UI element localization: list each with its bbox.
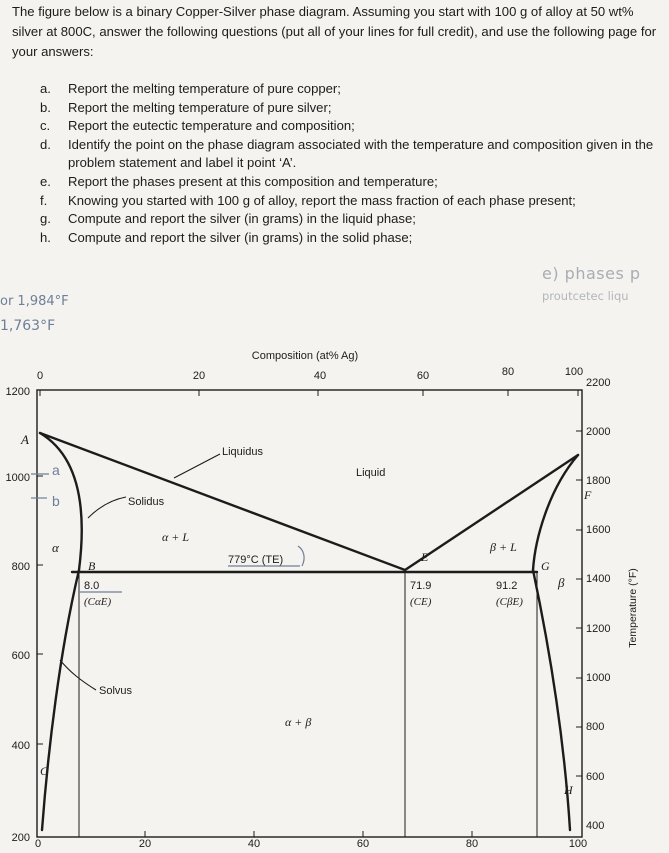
solidus-leader bbox=[88, 497, 126, 518]
handwritten-label-b: b bbox=[52, 493, 60, 509]
point-label-c: C bbox=[40, 764, 49, 778]
beta-solidus-line bbox=[533, 455, 578, 570]
question-label: d. bbox=[40, 136, 51, 152]
alpha-liquid-region-label: α + L bbox=[162, 530, 190, 544]
right-tick-label: 1200 bbox=[586, 623, 611, 635]
liquidus-label: Liquidus bbox=[222, 446, 263, 458]
question-text: Report the eutectic temperature and composition; bbox=[68, 118, 355, 134]
question-label: e. bbox=[40, 173, 51, 189]
bottom-tick-label: 60 bbox=[356, 838, 370, 850]
right-tick-label: 1800 bbox=[586, 475, 611, 487]
phase-diagram bbox=[0, 250, 669, 853]
top-tick-label: 80 bbox=[501, 366, 515, 378]
top-axis-title: Composition (at% Ag) bbox=[251, 350, 359, 362]
question-label: a. bbox=[40, 81, 51, 96]
top-tick-label: 60 bbox=[416, 370, 430, 382]
alpha-solvus-line bbox=[42, 570, 79, 830]
c-beta-e-label: (CβE) bbox=[496, 596, 523, 608]
beta-region-label: β bbox=[558, 575, 565, 590]
top-tick-label: 0 bbox=[36, 370, 44, 382]
question-text: Report the phases present at this composition and temperature; bbox=[68, 173, 438, 189]
handwritten-note-1984f: or 1,984°F bbox=[0, 294, 69, 309]
right-axis-ticks bbox=[576, 377, 610, 832]
question-label: h. bbox=[40, 229, 51, 245]
handwritten-label-a: a bbox=[52, 462, 60, 478]
solidus-label: Solidus bbox=[128, 496, 165, 508]
right-tick-label: 2200 bbox=[586, 377, 611, 389]
question-item bbox=[40, 136, 667, 173]
question-item bbox=[40, 210, 667, 229]
top-axis-ticks bbox=[37, 366, 583, 396]
guide-lines bbox=[79, 572, 537, 837]
question-label: g. bbox=[40, 211, 51, 227]
question-label: f. bbox=[40, 192, 48, 208]
handwritten-note-phases: e) phases p bbox=[542, 264, 641, 283]
point-label-a: A bbox=[21, 432, 29, 447]
top-tick-label: 40 bbox=[313, 370, 327, 382]
handwritten-note-1763f: 1,763°F bbox=[0, 318, 56, 334]
right-tick-label: 800 bbox=[586, 721, 605, 733]
phase-boundaries bbox=[40, 433, 578, 830]
problem-intro bbox=[12, 2, 667, 62]
intro-text: The figure below is a binary Copper-Silver phase diagram. Assuming you start with 100 g of alloy at 50 wt% silver at 800C, answer the following questions (put all of your lines for full credit), and use the following page for your answers: bbox=[12, 4, 657, 59]
c-alpha-e-value: 8.0 bbox=[84, 580, 100, 592]
question-item bbox=[40, 99, 667, 118]
question-text: Report the melting temperature of pure copper; bbox=[68, 81, 341, 96]
top-tick-label: 100 bbox=[564, 366, 584, 378]
c-e-value: 71.9 bbox=[410, 580, 432, 592]
top-tick-label: 20 bbox=[192, 370, 206, 382]
left-tick-label: 1200 bbox=[5, 386, 30, 398]
left-tick-label: 800 bbox=[11, 561, 30, 573]
question-label: b. bbox=[40, 99, 51, 115]
c-e-label: (CE) bbox=[410, 596, 432, 608]
question-item bbox=[40, 229, 667, 248]
bottom-tick-label: 40 bbox=[247, 838, 261, 850]
bottom-tick-label: 100 bbox=[568, 838, 588, 850]
point-label-h: H bbox=[564, 783, 573, 797]
bottom-tick-label: 20 bbox=[138, 838, 152, 850]
alpha-region-label: α bbox=[52, 540, 59, 555]
question-label: c. bbox=[40, 118, 51, 134]
solvus-label: Solvus bbox=[99, 685, 133, 697]
point-label-f: F bbox=[584, 488, 592, 502]
beta-liquid-region-label: β + L bbox=[490, 540, 517, 554]
point-label-e: E bbox=[421, 550, 429, 564]
question-text: Compute and report the silver (in grams) in the liquid phase; bbox=[68, 211, 416, 227]
solvus-leader bbox=[60, 660, 96, 690]
liquidus-leader bbox=[174, 454, 220, 478]
handwritten-arrow bbox=[298, 546, 304, 566]
left-tick-label: 400 bbox=[11, 740, 30, 752]
question-text: Compute and report the silver (in grams) in the solid phase; bbox=[68, 229, 413, 245]
right-tick-label: 2000 bbox=[586, 426, 611, 438]
right-axis-title: Temperature (°F) bbox=[627, 568, 639, 648]
right-tick-label: 1000 bbox=[586, 672, 611, 684]
point-label-b: B bbox=[88, 559, 96, 573]
plot-frame bbox=[37, 390, 582, 837]
question-text: Report the melting temperature of pure silver; bbox=[68, 99, 332, 115]
left-tick-label: 200 bbox=[11, 832, 30, 844]
right-tick-label: 600 bbox=[586, 771, 605, 783]
handwritten-note-phases-line2: proutcetec liqu bbox=[542, 289, 629, 303]
question-item bbox=[40, 80, 667, 99]
bottom-axis-ticks bbox=[35, 831, 587, 850]
left-tick-label: 600 bbox=[11, 650, 30, 662]
right-tick-label: 400 bbox=[586, 820, 605, 832]
question-text: Knowing you started with 100 g of alloy, report the mass fraction of each phase present; bbox=[68, 192, 576, 208]
question-text: Identify the point on the phase diagram associated with the temperature and composition given in the problem statement and label it point ‘A’. bbox=[68, 136, 654, 171]
question-item bbox=[40, 173, 667, 192]
bottom-tick-label: 80 bbox=[465, 838, 479, 850]
right-tick-label: 1600 bbox=[586, 524, 611, 536]
bottom-tick-label: 0 bbox=[34, 838, 42, 850]
alpha-beta-region-label: α + β bbox=[285, 715, 312, 729]
alpha-solidus-line bbox=[40, 433, 82, 570]
question-item bbox=[40, 192, 667, 211]
eutectic-temperature-label: 779°C (TE) bbox=[228, 554, 284, 566]
question-list bbox=[40, 80, 667, 247]
question-item bbox=[40, 117, 667, 136]
point-label-g: G bbox=[541, 559, 550, 573]
liquid-region-label: Liquid bbox=[356, 467, 386, 479]
right-tick-label: 1400 bbox=[586, 573, 611, 585]
c-alpha-e-label: (CαE) bbox=[84, 596, 112, 608]
left-tick-label: 1000 bbox=[5, 472, 30, 484]
c-beta-e-value: 91.2 bbox=[496, 580, 518, 592]
